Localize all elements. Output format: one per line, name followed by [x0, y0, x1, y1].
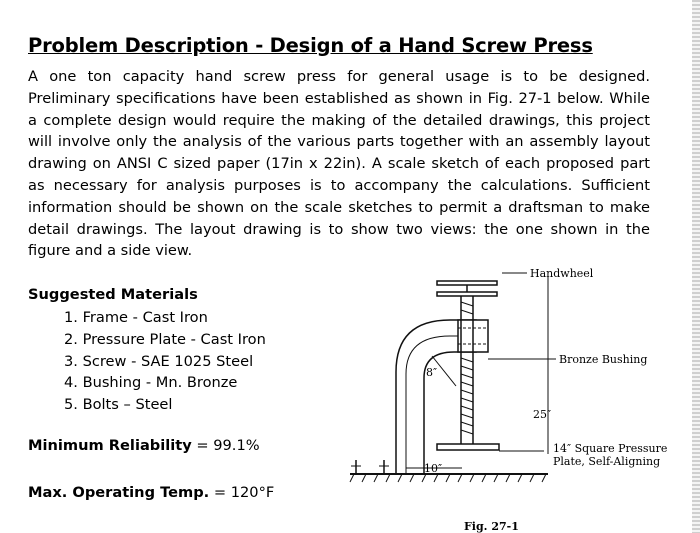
- dim-8-label: 8″: [426, 366, 438, 379]
- dim-10-label: 10″: [424, 462, 443, 475]
- bushing-label: Bronze Bushing: [559, 353, 648, 366]
- figure-caption: Fig. 27-1: [464, 520, 519, 533]
- material-item: 4. Bushing - Mn. Bronze: [64, 374, 238, 392]
- temperature-value: = 120°F: [209, 484, 275, 501]
- screw-press-figure: [320, 262, 690, 533]
- problem-description: A one ton capacity hand screw press for general usage is to be designed. Preliminary specifications have been established as shown in Fig. 27-1 below. While a complete design would require the making of the detailed drawings, this project will involve only the analysis of the various parts together with an assembly layout drawing on ANSI C sized paper (17in x 22in). A scale sketch of each proposed part as necessary for analysis purposes is to accompany the calculations. Sufficient information should be shown on the scale sketches to permit a draftsman to make detail drawings. The layout drawing is to show two views: the one shown in the figure and a side view.: [28, 68, 650, 260]
- temperature-label: Max. Operating Temp.: [28, 484, 210, 501]
- pressure-plate-label-line2: Plate, Self-Aligning: [553, 455, 661, 468]
- slide-edge-decoration: [692, 0, 700, 533]
- material-item: 1. Frame - Cast Iron: [64, 309, 208, 326]
- temperature-spec: [28, 484, 274, 501]
- handwheel-rim: [437, 281, 497, 285]
- handwheel-rim-lower: [437, 292, 497, 296]
- pressure-plate: [437, 444, 499, 450]
- frame-inner-line: [406, 336, 476, 474]
- material-item: 5. Bolts – Steel: [64, 396, 173, 414]
- handwheel-label: Handwheel: [530, 267, 594, 280]
- material-item: 2. Pressure Plate - Cast Iron: [64, 330, 266, 348]
- reliability-label: Minimum Reliability: [28, 437, 192, 454]
- material-item: 3. Screw - SAE 1025 Steel: [64, 352, 254, 370]
- ground-hatch: [350, 474, 546, 482]
- pressure-plate-label-line1: 14″ Square Pressure: [553, 442, 668, 455]
- materials-heading: Suggested Materials: [28, 286, 198, 303]
- reliability-spec: [28, 437, 260, 454]
- materials-list: [64, 307, 266, 416]
- dim-25-label: 25″: [533, 408, 552, 421]
- reliability-value: = 99.1%: [191, 437, 260, 454]
- page-title: Problem Description - Design of a Hand Screw Press: [28, 34, 593, 57]
